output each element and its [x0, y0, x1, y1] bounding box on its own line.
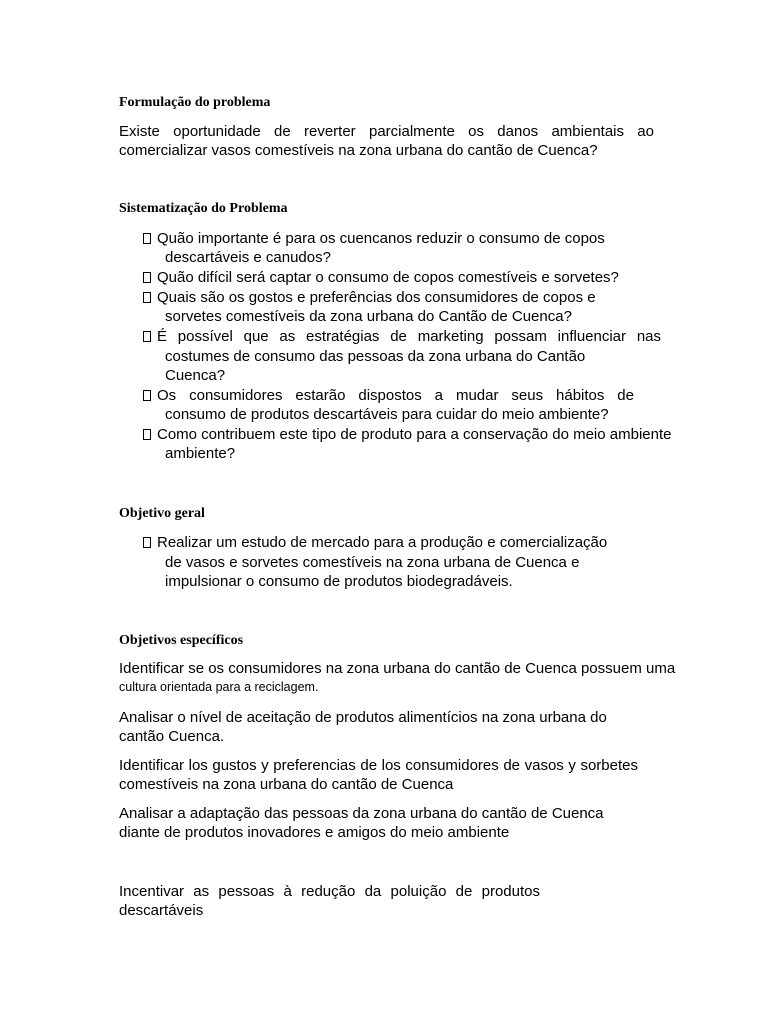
- bullet-icon: [143, 537, 151, 548]
- bullet-icon: [143, 390, 151, 401]
- bullet-3-line-1: Quais são os gostos e preferências dos consumidores de copos e: [143, 288, 596, 308]
- bullet-5-line-1: Os consumidores estarão dispostos a mudar seus hábitos de: [143, 386, 634, 406]
- especifico-2-line-1: Analisar o nível de aceitação de produtos alimentícios na zona urbana do: [119, 709, 607, 726]
- bullet-4-line-1: É possível que as estratégias de marketing possam influenciar nas: [143, 327, 661, 347]
- especifico-4-line-1: Analisar a adaptação das pessoas da zona urbana do cantão de Cuenca: [119, 805, 604, 822]
- formulacao-line-1: Existe oportunidade de reverter parcialmente os danos ambientais ao: [119, 123, 654, 140]
- sistematizacao-heading: Sistematização do Problema: [119, 201, 288, 216]
- bullet-5-line-2: consumo de produtos descartáveis para cuidar do meio ambiente?: [165, 406, 609, 423]
- objetivo-geral-line-3: impulsionar o consumo de produtos biodegradáveis.: [165, 573, 513, 590]
- especifico-5-line-2: descartáveis: [119, 902, 204, 919]
- especifico-3-line-1: Identificar los gustos y preferencias de los consumidores de vasos y sorbetes: [119, 757, 638, 774]
- especifico-4-line-2: diante de produtos inovadores e amigos do meio ambiente: [119, 824, 510, 841]
- bullet-2-line-1: Quão difícil será captar o consumo de copos comestíveis e sorvetes?: [143, 268, 619, 288]
- bullet-3-line-2: sorvetes comestíveis da zona urbana do Cantão de Cuenca?: [165, 308, 572, 325]
- bullet-icon: [143, 292, 151, 303]
- objetivo-geral-heading: Objetivo geral: [119, 506, 205, 521]
- especifico-3-line-2: comestíveis na zona urbana do cantão de Cuenca: [119, 776, 454, 793]
- bullet-6-line-1: Como contribuem este tipo de produto para a conservação do meio ambiente: [143, 425, 671, 445]
- especifico-1-line-2: cultura orientada para a reciclagem.: [119, 680, 319, 694]
- bullet-icon: [143, 233, 151, 244]
- bullet-1-line-2: descartáveis e canudos?: [165, 249, 331, 266]
- bullet-icon: [143, 272, 151, 283]
- formulacao-line-2: comercializar vasos comestíveis na zona urbana do cantão de Cuenca?: [119, 142, 598, 159]
- especifico-1-line-1: Identificar se os consumidores na zona urbana do cantão de Cuenca possuem uma: [119, 660, 676, 677]
- especifico-2-line-2: cantão Cuenca.: [119, 728, 225, 745]
- objetivo-geral-line-1: Realizar um estudo de mercado para a produção e comercialização: [143, 533, 607, 553]
- bullet-icon: [143, 331, 151, 342]
- bullet-icon: [143, 429, 151, 440]
- bullet-4-line-2: costumes de consumo das pessoas da zona urbana do Cantão: [165, 348, 586, 365]
- objetivos-especificos-heading: Objetivos específicos: [119, 633, 244, 648]
- bullet-1-line-1: Quão importante é para os cuencanos reduzir o consumo de copos: [143, 229, 605, 249]
- formulacao-heading: Formulação do problema: [119, 95, 271, 110]
- bullet-6-line-2: ambiente?: [165, 445, 236, 462]
- especifico-5-line-1: Incentivar as pessoas à redução da poluição de produtos: [119, 883, 540, 900]
- bullet-4-line-3: Cuenca?: [165, 367, 226, 384]
- objetivo-geral-line-2: de vasos e sorvetes comestíveis na zona urbana de Cuenca e: [165, 554, 580, 571]
